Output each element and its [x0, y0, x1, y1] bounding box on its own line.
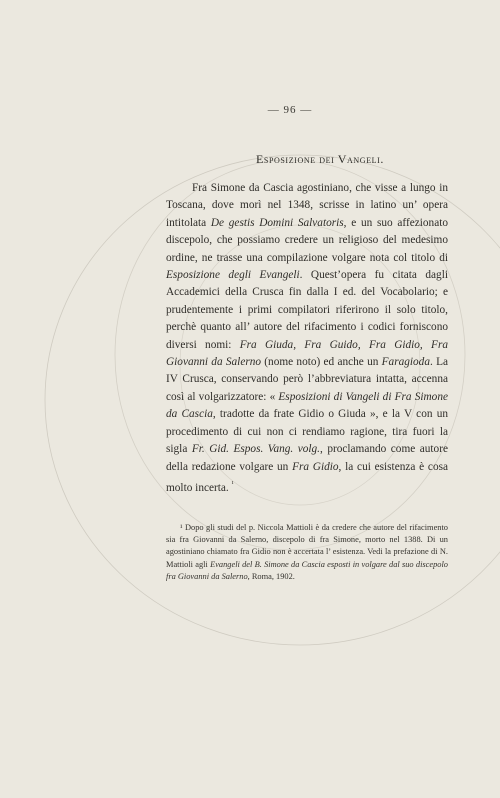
body-run-italic: Fra Giuda, Fra Guido, Fra Gidio, Fra Giovanni da Salerno	[166, 338, 448, 369]
body-run-italic: Fra Gidio	[292, 460, 339, 473]
page-number: — 96 —	[267, 104, 313, 116]
footnote	[166, 522, 448, 583]
footnote-marker: ¹	[231, 479, 234, 488]
body-run-italic: Fr. Gid. Espos. Vang. volg.	[191, 443, 320, 456]
footnote-run: ¹ Dopo gli studi del p. Niccola Mattioli è da credere che autore del rifacimento sia fra Giovanni da Salerno, discepolo di fra Simone, morto nel 1388. Di un agostiniano chiamato fra Gidio non è accertata l’ esistenza. Vedi la prefazione di N. Mattioli agli	[166, 523, 448, 569]
footnote-run: , Roma, 1902.	[247, 571, 295, 581]
body-run: Fra Simone da Cascia agostiniano, che visse a lungo in Toscana, dove morì nel 1348, scrisse in latino un’ opera intitolata	[166, 182, 448, 229]
body-paragraph	[166, 180, 448, 497]
body-run-italic: Esposizioni di Vangeli di Fra Simone da Cascia	[166, 390, 448, 421]
body-run: , e un suo affezionato discepolo, che possiamo credere un religioso del medesimo ordine, ne trasse una compilazione volgare nota col titolo di	[166, 216, 448, 264]
section-title: Esposizione dei Vangeli.	[255, 152, 385, 166]
body-run: , tradotte da frate Gidio o Giuda », e la V con un procedimento di cui non ci rendiamo ragione, tira fuori la sigla	[166, 408, 448, 456]
footnote-run-italic: Evangeli del B. Simone da Cascia esposti in volgare dal suo discepolo fra Giovanni da Salerno	[166, 559, 448, 581]
body-run: . La IV Crusca, conservando però l’abbreviatura intatta, accenna così al volgarizzatore: «	[166, 356, 448, 403]
body-run: , proclamando come autore della redazione volgare un	[166, 443, 448, 473]
body-run: (nome noto) ed anche un	[261, 356, 382, 369]
body-run-italic: Faragioda	[381, 356, 430, 369]
body-run: . Quest’opera fu citata dagli Accademici della Crusca fin dalla I ed. del Vocabolario; e prudentemente i primi compilatori riferirono il solo titolo, perchè quanto all’ autore del rifacimento i codici forniscono diversi nomi:	[166, 269, 448, 351]
body-run-italic: De gestis Domini Salvatoris	[210, 216, 344, 229]
body-run-italic: Esposizione degli Evangeli	[166, 269, 300, 282]
body-run: , la cui esistenza è cosa molto incerta.	[166, 460, 449, 494]
